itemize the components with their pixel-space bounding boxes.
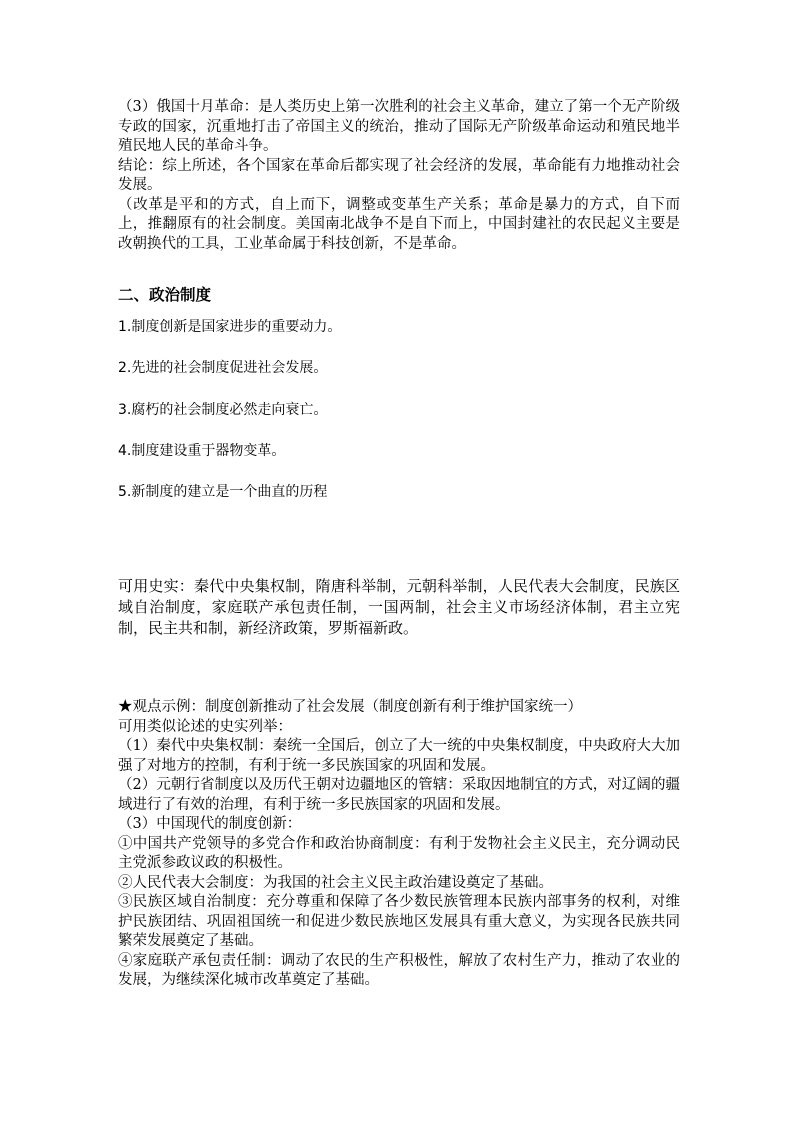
- fact-household-responsibility: ④家庭联产承包责任制：调动了农民的生产积极性，解放了农村生产力，推动了农业的发展，为继续深化城市改革奠定了基础。: [118, 952, 680, 988]
- fact-modern-innovation-heading: （3）中国现代的制度创新：: [118, 816, 302, 832]
- fact-multiparty-cooperation: ①中国共产党领导的多党合作和政治协商制度：有利于发物社会主义民主，充分调动民主党派参政议政的积极性。: [118, 835, 680, 871]
- fact-qin-centralization: （1）秦代中央集权制：秦统一全国后，创立了大一统的中央集权制度，中央政府大大加强了对地方的控制，有利于统一多民族国家的巩固和发展。: [118, 738, 680, 774]
- fact-peoples-congress: ②人民代表大会制度：为我国的社会主义民主政治建设奠定了基础。: [118, 874, 553, 891]
- list-item: 2.先进的社会制度促进社会发展。: [118, 360, 328, 376]
- viewpoint-example: ★观点示例：制度创新推动了社会发展（制度创新有利于维护国家统一）: [118, 699, 582, 715]
- conclusion-paragraph: 结论：综上所述，各个国家在革命后都实现了社会经济的发展，革命能有力地推动社会发展。: [118, 157, 680, 193]
- revolution-section: [118, 98, 680, 254]
- list-item: 3.腐朽的社会制度必然走向衰亡。: [118, 402, 328, 418]
- fact-yuan-province-system: （2）元朝行省制度以及历代王朝对边疆地区的管辖：采取因地制宜的方式，对辽阔的疆域进行了有效的治理，有利于统一多民族国家的巩固和发展。: [118, 777, 680, 813]
- section-heading-political-system: 二、政治制度: [118, 286, 212, 304]
- historical-facts-paragraph: 可用史实：秦代中央集权制，隋唐科举制，元朝科举制，人民代表大会制度，民族区域自治制度，家庭联产承包责任制，一国两制，社会主义市场经济体制，君主立宪制，民主共和制，新经济政策，罗斯福新政。: [118, 577, 680, 637]
- facts-intro: 可用类似论述的史实列举：: [118, 718, 292, 735]
- example-section: [118, 698, 680, 991]
- fact-regional-autonomy: ③民族区域自治制度：充分尊重和保障了各少数民族管理本民族内部事务的权利，对维护民族团结、巩固祖国统一和促进少数民族地区发展具有重大意义，为实现各民族共同繁荣发展奠定了基础。: [118, 894, 680, 949]
- october-revolution-paragraph: （3）俄国十月革命：是人类历史上第一次胜利的社会主义革命，建立了第一个无产阶级专政的国家，沉重地打击了帝国主义的统治，推动了国际无产阶级革命运动和殖民地半殖民地人民的革命斗争。: [118, 99, 680, 154]
- list-item: 4.制度建设重于器物变革。: [118, 443, 286, 459]
- reform-vs-revolution-note: （改革是平和的方式，自上而下，调整或变革生产关系；革命是暴力的方式，自下而上，推翻原有的社会制度。美国南北战争不是自下而上，中国封建社的农民起义主要是改朝换代的工具，工业革命属于科技创新，不是革命。: [118, 196, 680, 252]
- list-item: 1.制度创新是国家进步的重要动力。: [118, 319, 342, 335]
- list-item: 5.新制度的建立是一个曲直的历程: [118, 484, 328, 500]
